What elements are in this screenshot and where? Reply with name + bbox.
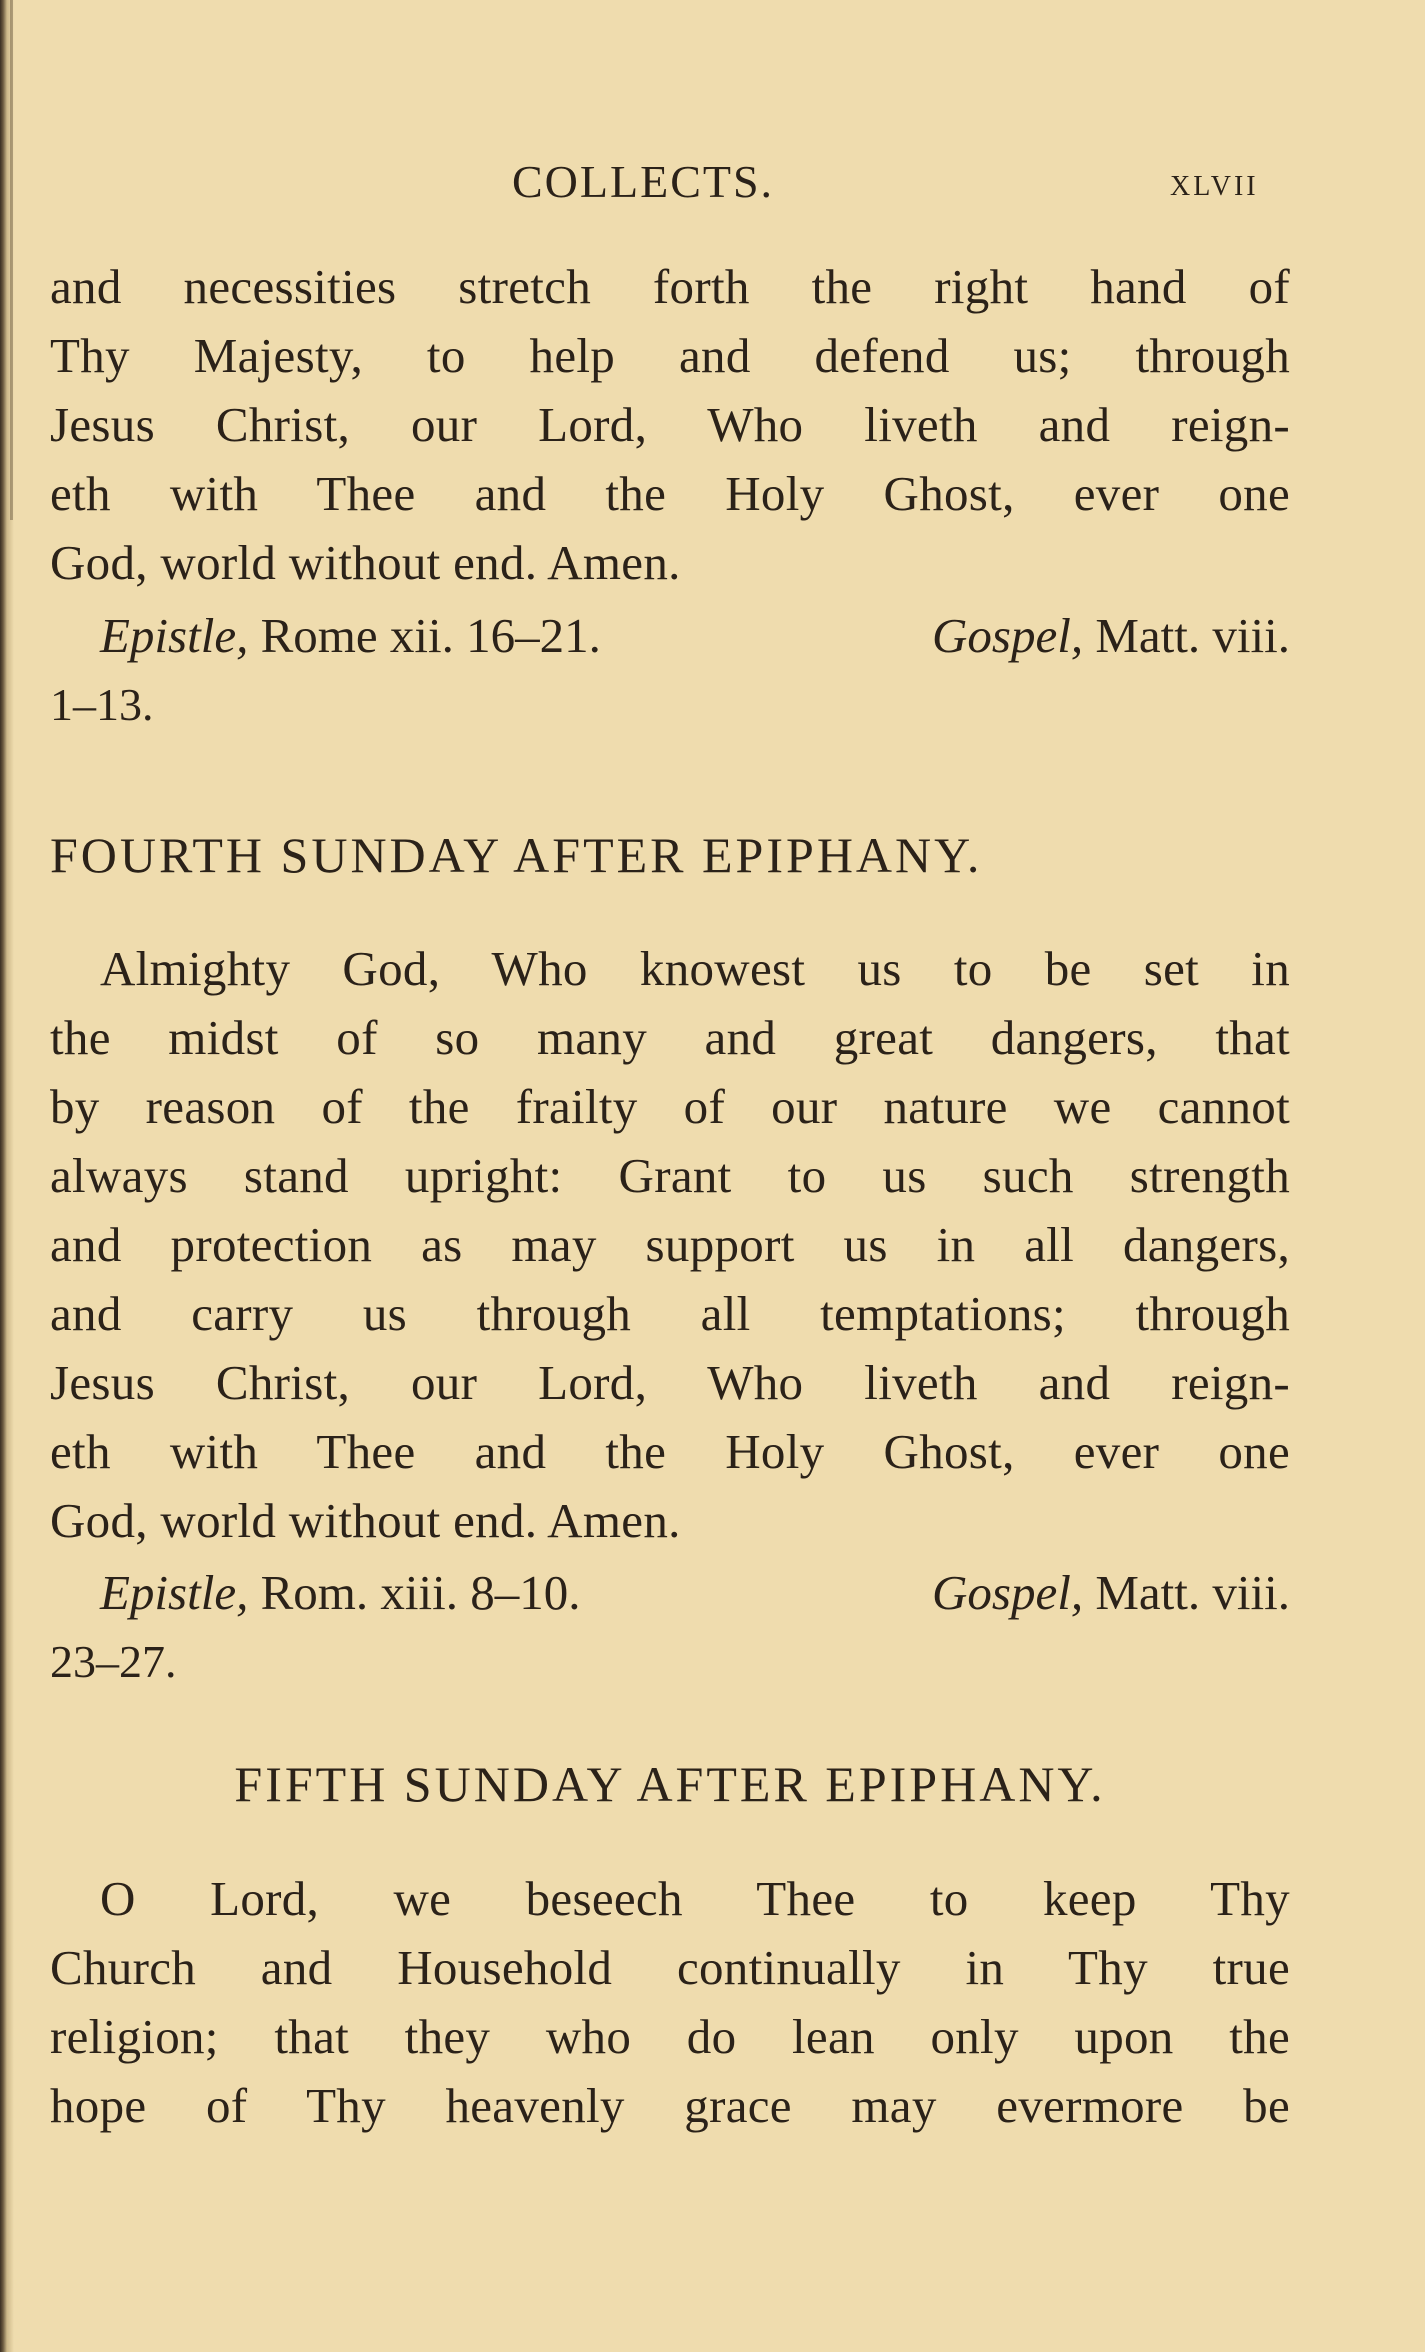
fourth-sunday-scripture-reference — [50, 1558, 1290, 1696]
text-line: the midst of so many and great dangers, that — [50, 1010, 1290, 1065]
epistle-label: Epistle, — [100, 608, 249, 663]
text-line: always stand upright: Grant to us such strength — [50, 1148, 1290, 1203]
gospel-label: Gospel, — [932, 1565, 1084, 1620]
text-line: Thy Majesty, to help and defend us; through — [50, 328, 1290, 383]
reference-continuation: 1–13. — [50, 679, 154, 730]
text-line: eth with Thee and the Holy Ghost, ever one — [50, 1424, 1290, 1479]
page-number: XLVII — [1170, 171, 1259, 202]
fifth-sunday-collect-paragraph — [50, 1864, 1290, 2140]
opening-collect-paragraph — [50, 252, 1290, 597]
text-line: eth with Thee and the Holy Ghost, ever one — [50, 466, 1290, 521]
opening-scripture-reference — [50, 601, 1290, 739]
text-line: O Lord, we beseech Thee to keep Thy — [100, 1871, 1290, 1926]
text-line: God, world without end. Amen. — [50, 1493, 681, 1548]
section-heading-fifth-sunday: FIFTH SUNDAY AFTER EPIPHANY. — [234, 1756, 1106, 1812]
text-line: by reason of the frailty of our nature we cannot — [50, 1079, 1290, 1134]
running-title: COLLECTS. — [512, 156, 775, 207]
text-line: Jesus Christ, our Lord, Who liveth and reign- — [50, 397, 1290, 452]
text-line: Church and Household continually in Thy true — [50, 1940, 1290, 1995]
epistle-reference: Rom. xiii. 8–10. — [260, 1565, 581, 1620]
epistle-reference: Rome xii. 16–21. — [260, 608, 601, 663]
text-line: hope of Thy heavenly grace may evermore be — [50, 2078, 1290, 2133]
epistle-label: Epistle, — [100, 1565, 249, 1620]
text-line: religion; that they who do lean only upon the — [50, 2009, 1290, 2064]
gospel-reference: Matt. viii. — [1095, 1565, 1290, 1620]
page-binding-shadow — [10, 0, 13, 520]
text-line: God, world without end. Amen. — [50, 535, 681, 590]
page-header — [0, 155, 1425, 215]
text-line: and necessities stretch forth the right hand of — [50, 259, 1290, 314]
reference-continuation: 23–27. — [50, 1636, 177, 1687]
text-line: and protection as may support us in all dangers, — [50, 1217, 1290, 1272]
gospel-label: Gospel, — [932, 608, 1084, 663]
gospel-reference: Matt. viii. — [1095, 608, 1290, 663]
text-line: Almighty God, Who knowest us to be set in — [100, 941, 1290, 996]
text-line: Jesus Christ, our Lord, Who liveth and reign- — [50, 1355, 1290, 1410]
text-line: and carry us through all temptations; through — [50, 1286, 1290, 1341]
fourth-sunday-collect-paragraph — [50, 934, 1290, 1555]
section-heading-fourth-sunday: FOURTH SUNDAY AFTER EPIPHANY. — [50, 827, 983, 883]
